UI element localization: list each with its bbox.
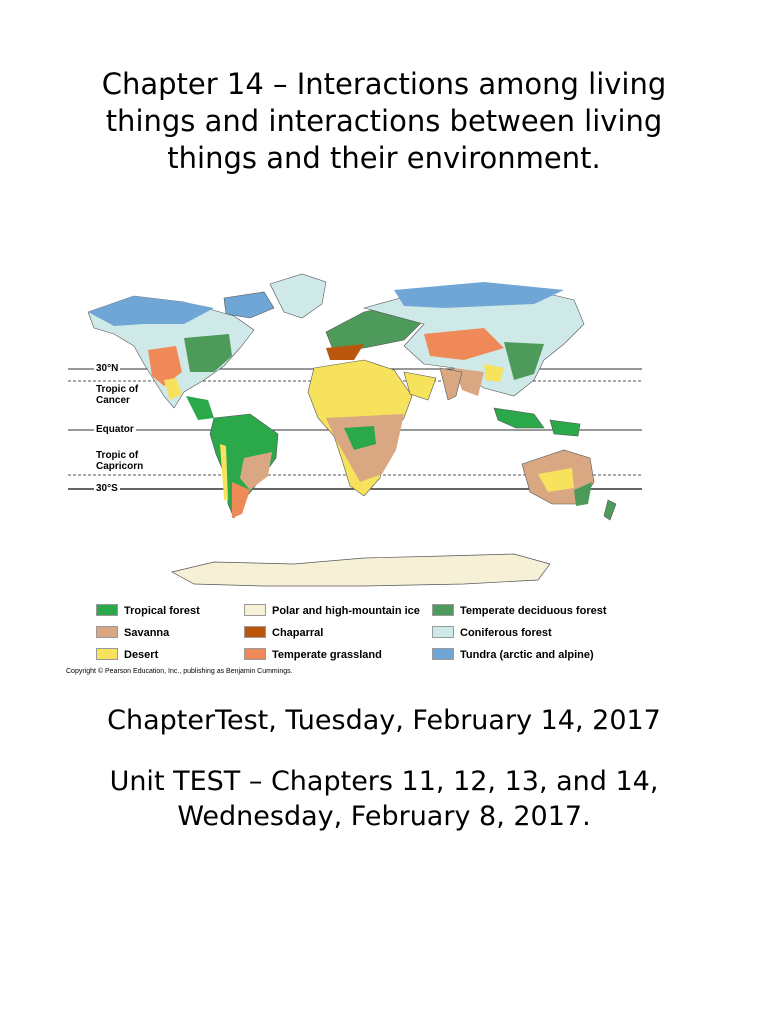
legend-swatch (96, 648, 118, 660)
copyright-notice: Copyright © Pearson Education, Inc., publishing as Benjamin Cummings. (66, 668, 293, 675)
legend-swatch (244, 626, 266, 638)
legend-item-desert: Desert (96, 648, 158, 662)
legend-swatch (432, 648, 454, 660)
legend-item-temperate-grassland: Temperate grassland (244, 648, 382, 662)
legend-item-temperate-deciduous-forest: Temperate deciduous forest (432, 604, 607, 618)
page-title: Chapter 14 – Interactions among living things and interactions between living things and their environment. (101, 67, 667, 175)
chapter-test-notice: ChapterTest, Tuesday, February 14, 2017 (107, 705, 661, 736)
legend-swatch (244, 604, 266, 616)
lat-label-cancer-line2: Cancer (96, 395, 130, 406)
legend-swatch (96, 604, 118, 616)
lat-label-equator: Equator (96, 424, 134, 435)
legend-swatch (432, 604, 454, 616)
legend-item-chaparral: Chaparral (244, 626, 323, 640)
lat-label-capricorn-line2: Capricorn (96, 461, 144, 472)
world-map-graphic (64, 268, 648, 598)
lat-label-cancer-line1: Tropic of (96, 384, 139, 395)
map-legend (96, 602, 656, 662)
biome-world-map (64, 268, 648, 680)
legend-item-tropical-forest: Tropical forest (96, 604, 200, 618)
legend-item-savanna: Savanna (96, 626, 169, 640)
legend-swatch (432, 626, 454, 638)
legend-item-polar-ice: Polar and high-mountain ice (244, 604, 420, 618)
lat-label-30n: 30°N (96, 363, 119, 374)
legend-item-tundra: Tundra (arctic and alpine) (432, 648, 594, 662)
legend-item-coniferous-forest: Coniferous forest (432, 626, 552, 640)
legend-swatch (96, 626, 118, 638)
lat-label-30s: 30°S (96, 483, 118, 494)
lat-label-capricorn-line1: Tropic of (96, 450, 139, 461)
unit-test-notice: Unit TEST – Chapters 11, 12, 13, and 14, Wednesday, February 8, 2017. (109, 766, 659, 832)
legend-swatch (244, 648, 266, 660)
